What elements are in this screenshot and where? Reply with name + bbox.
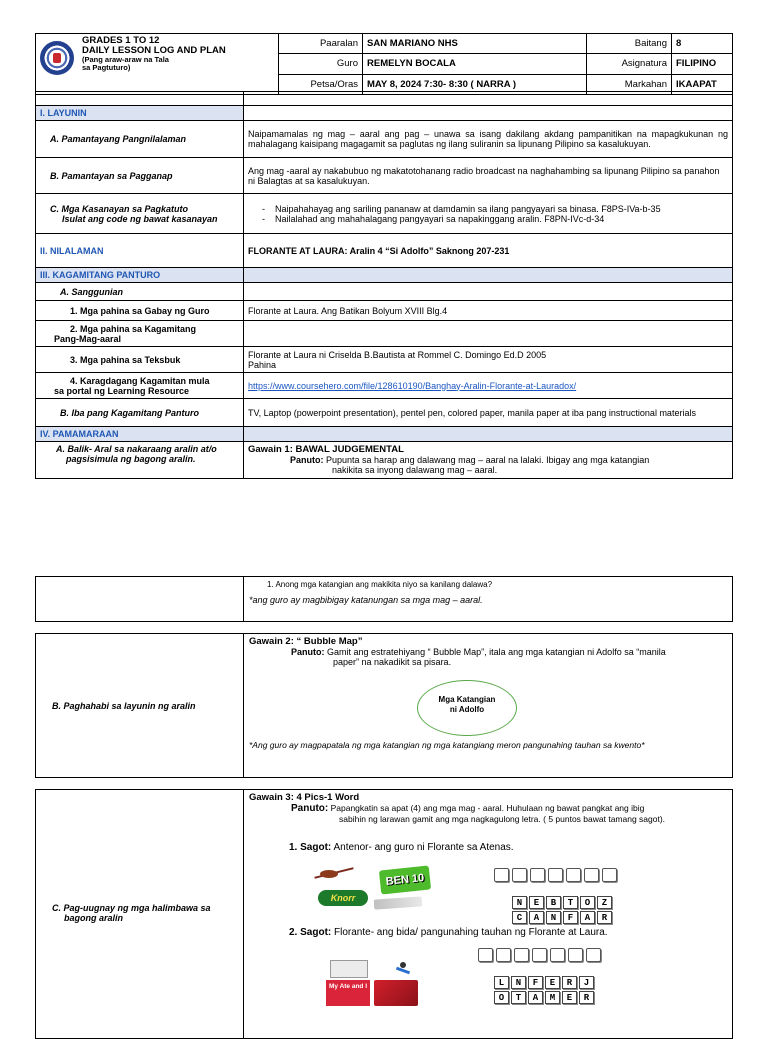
item1-letters-row2: C A N F A R	[512, 911, 612, 924]
four-pics-box	[35, 789, 733, 1039]
text-teksbuk: Florante at Laura ni Criselda B.Bautista at Rommel C. Domingo Ed.D 2005	[248, 349, 547, 360]
value-petsa: MAY 8, 2024 7:30- 8:30 ( NARRA )	[363, 74, 587, 94]
runner-icon	[392, 960, 418, 978]
gawain3-panuto-2: sabihin ng larawan gamit ang mga nagkagulong letra. ( 5 puntos bawat tamang sagot).	[339, 814, 666, 824]
gawain1-panuto: Pupunta sa harap ang dalawang mag – aaral na lalaki. Ibigay ang mga katangian	[326, 455, 650, 465]
item2-answer-blanks	[478, 948, 601, 962]
label-kasanayan: C. Mga Kasanayan sa Pagkatuto	[50, 203, 189, 214]
bubble-map-ellipse	[417, 680, 517, 736]
ben10-logo: BEN 10	[379, 865, 431, 894]
learning-resource-link[interactable]: https://www.coursehero.com/file/128610190/Banghay-Aralin-Florante-at-Lauradox/	[248, 380, 577, 391]
header-title-line1: GRADES 1 TO 12	[82, 35, 160, 46]
knorr-logo: Knorr	[318, 890, 368, 906]
label-kasanayan-code: Isulat ang code ng bawat kasanayan	[62, 213, 218, 224]
item1-answer: 1. Sagot: Antenor- ang guro ni Florante sa Atenas.	[289, 842, 514, 853]
bubble-line2: ni Adolfo	[449, 705, 485, 715]
gawain2-title: Gawain 2: “ Bubble Map”	[249, 636, 363, 647]
text-pagganap: Ang mag -aaral ay nakabubuo ng makatotohanang radio broadcast na naghahambing sa lipunang Pilipino sa panahon ni Balagtas at sa kasalukuyan.	[244, 158, 733, 194]
text-iba: TV, Laptop (powerpoint presentation), pentel pen, colored paper, manila paper at iba pang instructional materials	[244, 399, 733, 427]
value-asignatura: FILIPINO	[672, 54, 733, 74]
section-nilalaman: II. NILALAMAN	[36, 234, 244, 268]
my-ate-and-i-cover: My Ate and I	[326, 980, 370, 1006]
header-title-cell	[36, 34, 279, 95]
item1-pictures	[312, 868, 432, 910]
gawain2-panuto-label: Panuto:	[291, 647, 325, 657]
question-box	[35, 576, 733, 622]
text-nilalaman: FLORANTE AT LAURA: Aralin 4 “Si Adolfo” Saknong 207-231	[244, 234, 733, 268]
label-balik-aral: A. Balik- Aral sa nakaraang aralin at/o	[56, 444, 217, 454]
item2-answer: 2. Sagot: Florante- ang bida/ pangunahing tauhan ng Florante at Laura.	[289, 927, 608, 938]
value-baitang: 8	[672, 34, 733, 54]
label-paaralan: Paaralan	[279, 34, 363, 54]
bubble-line1: Mga Katangian	[438, 695, 496, 704]
item2-pictures	[326, 958, 426, 1008]
gawain3-title: Gawain 3: 4 Pics-1 Word	[249, 792, 360, 803]
label-sanggunian: A. Sanggunian	[36, 283, 244, 301]
label-teksbuk: 3. Mga pahina sa Teksbuk	[36, 347, 244, 373]
question-note: *ang guro ay magbibigay katanungan sa mga mag – aaral.	[249, 595, 483, 605]
deped-seal-logo	[40, 41, 74, 75]
label-pag-uugnay: C. Pag-uugnay ng mga halimbawa sa	[52, 903, 211, 913]
label-kagamitang-2: Pang-Mag-aaral	[54, 333, 122, 344]
label-learning-resource-2: sa portal ng Learning Resource	[54, 385, 190, 396]
gawain1-title: Gawain 1: BAWAL JUDGEMENTAL	[248, 444, 404, 455]
label-asignatura: Asignatura	[587, 54, 672, 74]
label-baitang: Baitang	[587, 34, 672, 54]
item2-picture-1	[330, 960, 368, 978]
gawain3-panuto: Papangkatin sa apat (4) ang mga mag - aaral. Huhulaan ng bawat pangkat ang ibig	[330, 803, 645, 813]
bubble-map-box	[35, 633, 733, 778]
label-pagganap: B. Pamantayan sa Pagganap	[36, 158, 244, 194]
gawain1-panuto-2: nakikita sa inyong dalawang mag – aaral.	[332, 465, 498, 475]
header-title-line2: DAILY LESSON LOG AND PLAN	[82, 44, 226, 56]
header-table	[35, 33, 733, 95]
text-gabay: Florante at Laura. Ang Batikan Bolyum XVIII Blg.4	[244, 301, 733, 321]
lesson-plan-table	[35, 91, 733, 479]
label-pag-uugnay-2: bagong aralin	[64, 913, 124, 923]
gawain2-panuto-2: paper” na nakadikit sa pisara.	[333, 657, 452, 667]
item2-letters-row1: L N F E R J	[494, 976, 594, 989]
kasanayan-item: - Nailalahad ang mahahalagang pangyayari sa napakinggang aralin. F8PN-IVc-d-34	[262, 213, 605, 224]
label-guro: Guro	[279, 54, 363, 74]
item1-letters-row1: N E B T O Z	[512, 896, 612, 909]
label-learning-resource: 4. Karagdagang Kagamitan mula	[70, 375, 210, 386]
value-guro: REMELYN BOCALA	[363, 54, 587, 74]
item1-answer-blanks	[494, 868, 617, 882]
item2-letters-row2: O T A M E R	[494, 991, 594, 1004]
label-paghahabi: B. Paghahabi sa layunin ng aralin	[36, 634, 244, 778]
kasanayan-item: - Naipahahayag ang sariling pananaw at damdamin sa ilang pangyayari sa binasa. F8PS-IVa-b-35	[262, 203, 661, 214]
text-pangnilalaman: Naipamamalas ng mag – aaral ang pag – unawa sa isang dakilang akdang pampanitikan na mapagkukunan ng mahalagang kaisipang magagamit sa paglutas ng ilang suliranin sa lipunang Pilipino sa kasalukuyan.	[244, 121, 733, 158]
label-iba: B. Iba pang Kagamitang Panturo	[36, 399, 244, 427]
header-subtitle: (Pang araw-araw na Tala sa Pagtuturo)	[82, 54, 169, 72]
question-text: 1. Anong mga katangian ang makikita niyo sa kanilang dalawa?	[267, 580, 493, 589]
gawain3-panuto-label: Panuto:	[291, 803, 329, 814]
value-paaralan: SAN MARIANO NHS	[363, 34, 587, 54]
label-petsa: Petsa/Oras	[279, 74, 363, 94]
section-pamamaraan: IV. PAMAMARAAN	[36, 427, 244, 442]
section-layunin: I. LAYUNIN	[36, 106, 244, 121]
gawain1-panuto-label: Panuto:	[290, 455, 324, 465]
label-balik-aral-2: pagsisimula ng bagong aralin.	[66, 454, 196, 464]
value-markahan: IKAAPAT	[672, 74, 733, 94]
item1-picture-4	[374, 896, 423, 909]
text-teksbuk-pahina: Pahina	[248, 359, 277, 370]
item2-picture-4	[374, 980, 418, 1006]
label-pangnilalaman: A. Pamantayang Pangnilalaman	[36, 121, 244, 158]
section-kagamitan: III. KAGAMITANG PANTURO	[36, 268, 244, 283]
label-markahan: Markahan	[587, 74, 672, 94]
gawain2-note: *Ang guro ay magpapatala ng mga katangian ng mga katangiang meron pangunahing tauhan sa kwento*	[249, 740, 645, 750]
gawain2-panuto: Gamit ang estratehiyang “ Bubble Map”, itala ang mga katangian ni Adolfo sa “manila	[327, 647, 666, 657]
label-kagamitang: 2. Mga pahina sa Kagamitang	[70, 323, 197, 334]
label-gabay: 1. Mga pahina sa Gabay ng Guro	[36, 301, 244, 321]
